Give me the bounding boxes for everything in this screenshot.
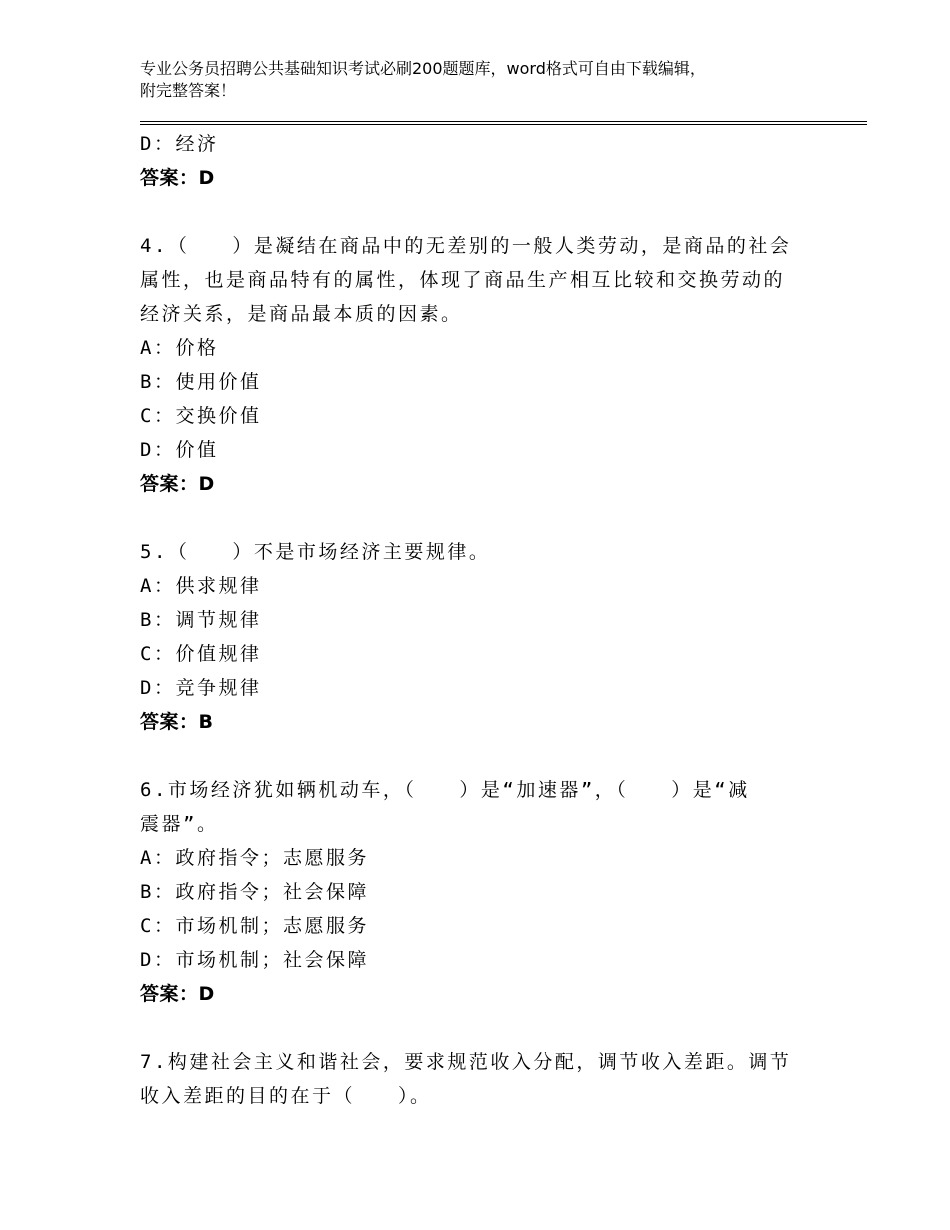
spacer bbox=[140, 1011, 810, 1045]
question-5-line-1: 5.（ ）不是市场经济主要规律。 bbox=[140, 541, 491, 563]
question-5-answer: 答案：B bbox=[140, 711, 214, 733]
question-5-option-c: C：价值规律 bbox=[140, 643, 262, 665]
prev-option-d: D：经济 bbox=[140, 133, 219, 155]
question-4-answer: 答案：D bbox=[140, 473, 215, 495]
header-line-2: 附完整答案！ bbox=[140, 81, 237, 100]
header-rule-thick bbox=[140, 124, 867, 125]
question-4-option-a: A：价格 bbox=[140, 337, 219, 359]
question-5 bbox=[140, 535, 810, 739]
spacer bbox=[140, 739, 810, 773]
question-6-option-b: B：政府指令；社会保障 bbox=[140, 881, 369, 903]
question-6-option-a: A：政府指令；志愿服务 bbox=[140, 847, 369, 869]
question-4-line-2: 属性，也是商品特有的属性，体现了商品生产相互比较和交换劳动的 bbox=[140, 269, 786, 291]
question-4-line-3: 经济关系，是商品最本质的因素。 bbox=[140, 303, 463, 325]
question-7 bbox=[140, 1045, 810, 1113]
spacer bbox=[140, 195, 810, 229]
question-7-line-2: 收入差距的目的在于（ ）。 bbox=[140, 1085, 432, 1107]
question-5-option-b: B：调节规律 bbox=[140, 609, 262, 631]
prev-answer: 答案：D bbox=[140, 167, 215, 189]
question-6-answer: 答案：D bbox=[140, 983, 215, 1005]
question-6 bbox=[140, 773, 810, 1011]
question-4-option-d: D：价值 bbox=[140, 439, 219, 461]
spacer bbox=[140, 501, 810, 535]
question-4-line-1: 4.（ ）是凝结在商品中的无差别的一般人类劳动，是商品的社会 bbox=[140, 235, 792, 257]
header-line-1: 专业公务员招聘公共基础知识考试必刷200题题库，word格式可自由下载编辑， bbox=[140, 59, 706, 78]
question-4-option-c: C：交换价值 bbox=[140, 405, 262, 427]
question-5-option-d: D：竞争规律 bbox=[140, 677, 262, 699]
header-rule-thin bbox=[140, 121, 867, 122]
question-6-line-2: 震器”。 bbox=[140, 813, 219, 835]
question-content bbox=[140, 127, 810, 1113]
question-4 bbox=[140, 229, 810, 501]
question-5-option-a: A：供求规律 bbox=[140, 575, 262, 597]
question-4-option-b: B：使用价值 bbox=[140, 371, 262, 393]
page-header bbox=[140, 58, 830, 102]
question-6-option-c: C：市场机制；志愿服务 bbox=[140, 915, 369, 937]
question-7-line-1: 7.构建社会主义和谐社会，要求规范收入分配，调节收入差距。调节 bbox=[140, 1051, 792, 1073]
question-6-option-d: D：市场机制；社会保障 bbox=[140, 949, 369, 971]
question-6-line-1: 6.市场经济犹如辆机动车，（ ）是“加速器”，（ ）是“减 bbox=[140, 779, 750, 801]
